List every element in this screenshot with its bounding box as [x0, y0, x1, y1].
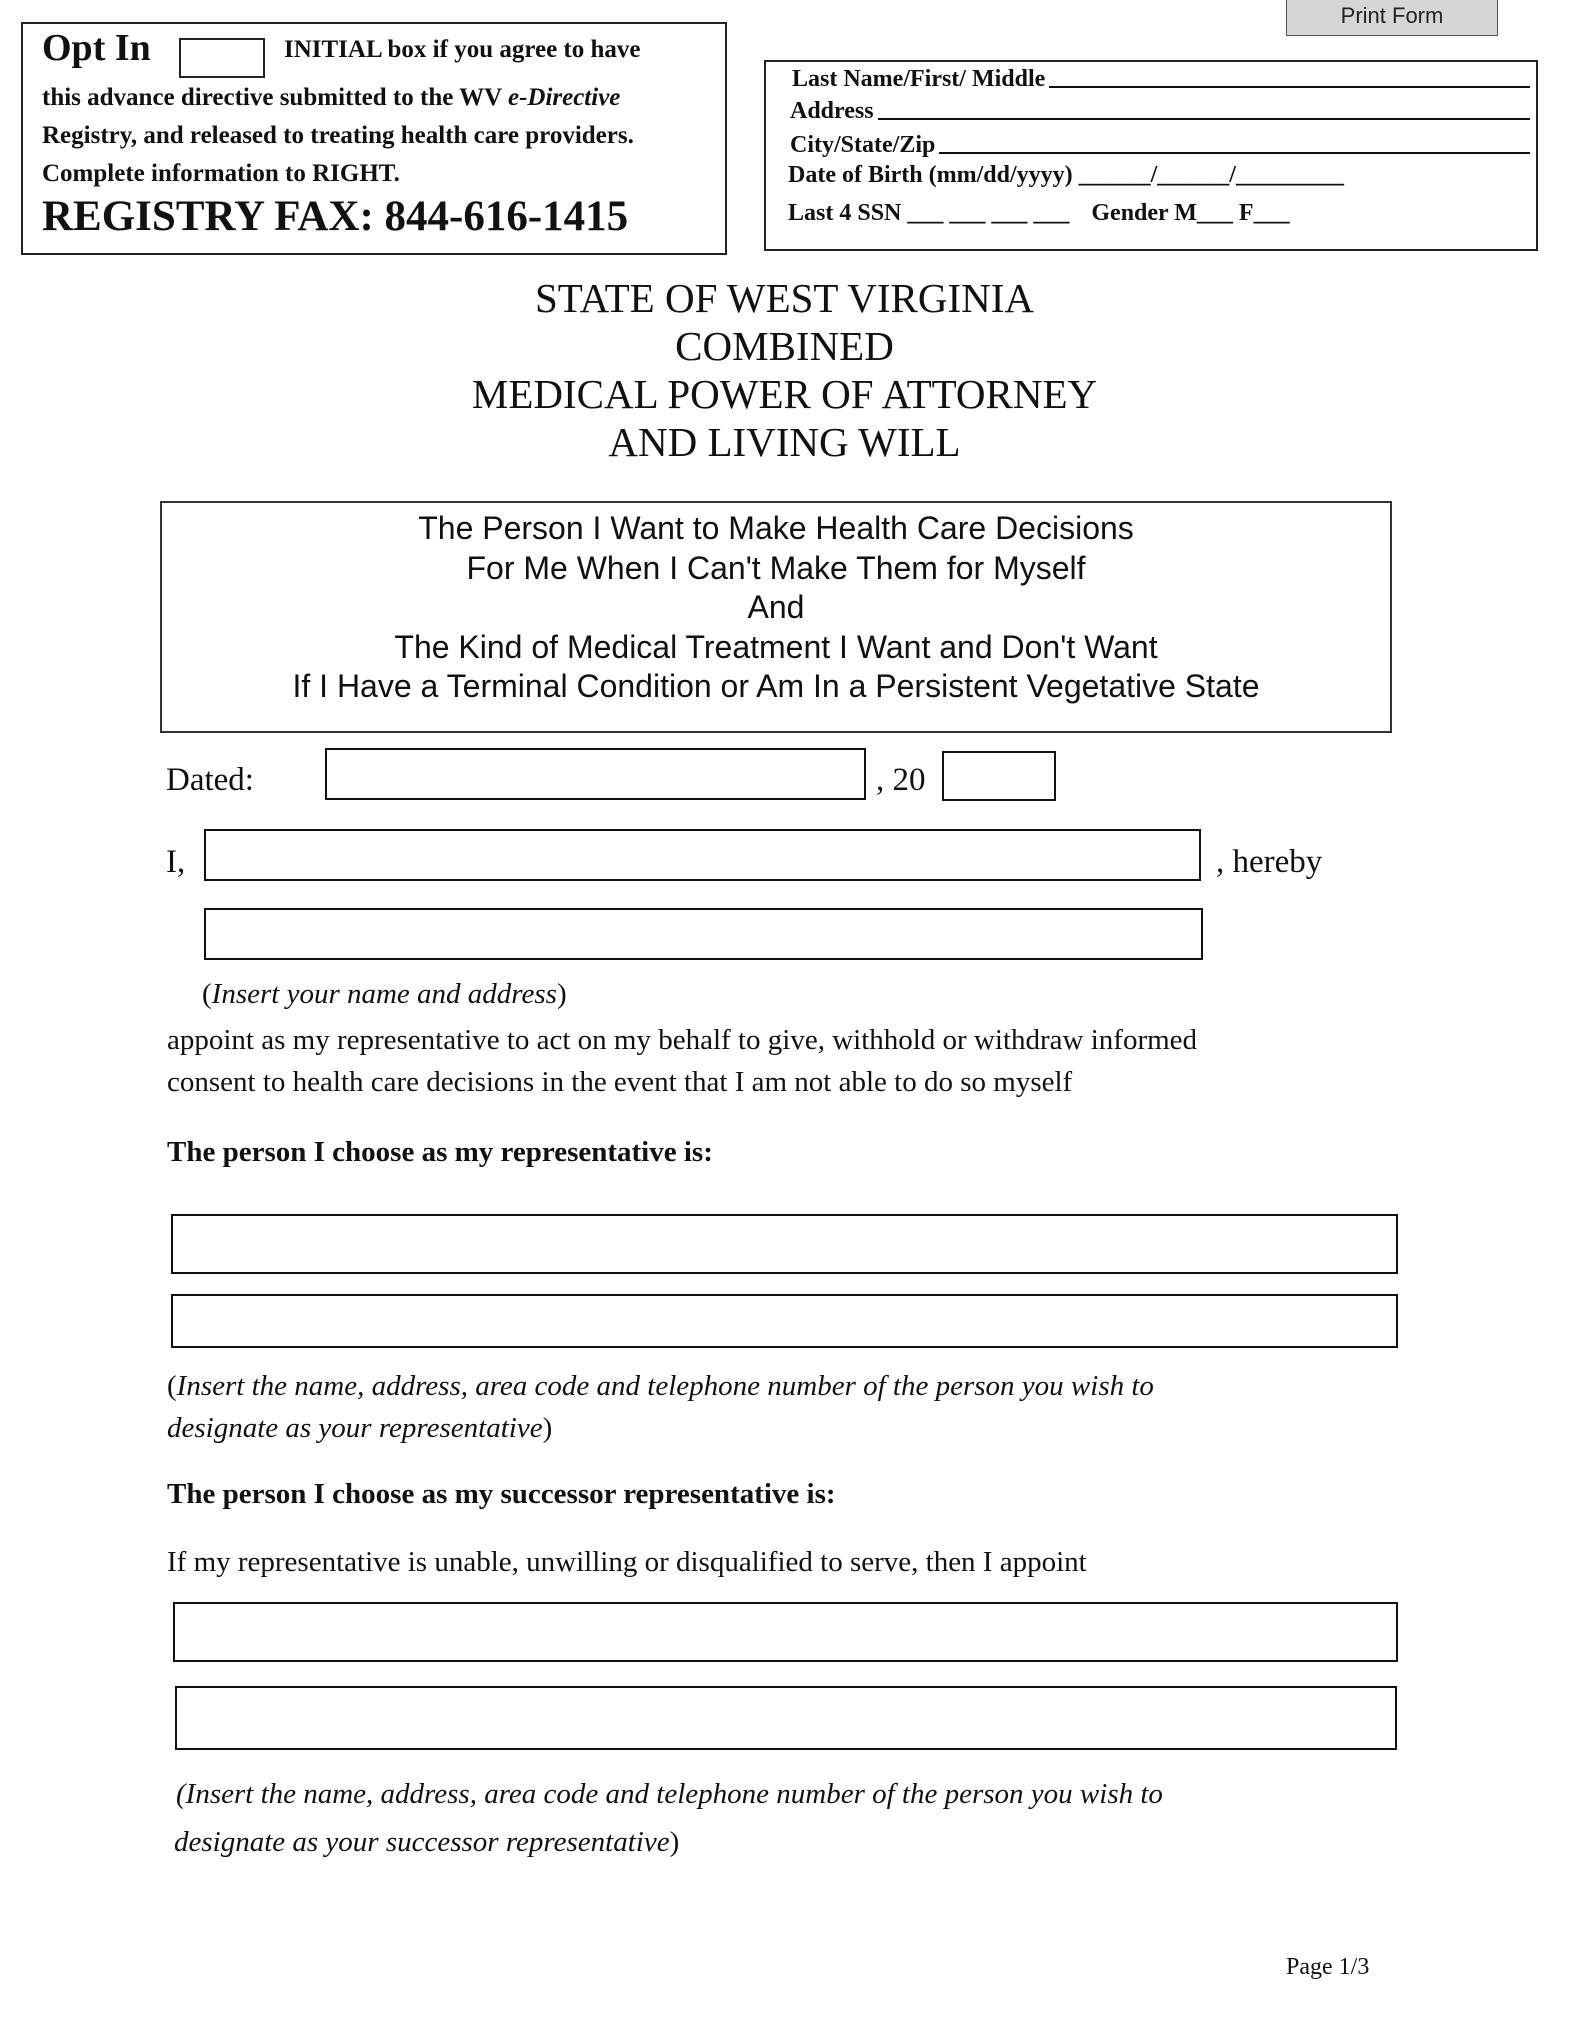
description-line: If I Have a Terminal Condition or Am In a Persistent Vegetative State [292, 668, 1260, 704]
title-line-3: MEDICAL POWER OF ATTORNEY [471, 371, 1098, 417]
opt-in-line-2-text: this advance directive submitted to the WV [42, 84, 508, 111]
title-line-1: STATE OF WEST VIRGINIA [535, 275, 1034, 321]
city-line[interactable] [939, 152, 1530, 154]
dob-label[interactable]: Date of Birth (mm/dd/yyyy) ______/______/_________ [788, 162, 1344, 188]
representative-hint-1: (Insert the name, address, area code and telephone number of the person you wish to [167, 1370, 1154, 1402]
representative-name-input[interactable] [171, 1214, 1398, 1274]
representative-hint-2-text: designate as your representative [167, 1412, 543, 1444]
description-line: For Me When I Can't Make Them for Myself [466, 549, 1086, 586]
page-number: Page 1/3 [1286, 1954, 1370, 1980]
representative-hint-1-text: Insert the name, address, area code and telephone number of the person you wish to [176, 1370, 1154, 1402]
appoint-line-1: appoint as my representative to act on my behalf to give, withhold or withdraw informed [167, 1024, 1198, 1056]
declarant-hint [202, 978, 567, 1011]
e-directive-text: e-Directive [507, 84, 621, 111]
successor-hint-2-text: designate as your successor representative [174, 1826, 670, 1858]
successor-intro: If my representative is unable, unwilling or disqualified to serve, then I appoint [167, 1546, 1087, 1578]
description-box [160, 501, 1392, 733]
description-line: And [747, 589, 805, 625]
title-line-4: AND LIVING WILL [608, 419, 961, 465]
description-line: The Person I Want to Make Health Care Decisions [418, 510, 1134, 546]
appoint-line-2: consent to health care decisions in the event that I am not able to do so myself [167, 1066, 1073, 1098]
year-input[interactable] [942, 751, 1056, 801]
opt-in-line-3: Registry, and released to treating health care providers. [42, 122, 634, 149]
successor-hint-1: (Insert the name, address, area code and telephone number of the person you wish to [176, 1778, 1163, 1810]
opt-in-title: Opt In [42, 27, 151, 69]
city-label: City/State/Zip [790, 132, 936, 158]
successor-hint-2: designate as your successor representative) [174, 1826, 680, 1858]
name-label: Last Name/First/ Middle [792, 66, 1046, 92]
declarant-address-input[interactable] [204, 908, 1203, 960]
address-row [790, 98, 1530, 125]
dated-label: Dated: [166, 762, 254, 798]
address-label: Address [790, 98, 874, 124]
city-row [790, 132, 1530, 159]
ssn-row [788, 200, 1290, 227]
address-line[interactable] [878, 118, 1530, 120]
successor-address-input[interactable] [175, 1686, 1397, 1750]
opt-in-line-4: Complete information to RIGHT. [42, 160, 400, 187]
declarant-hint-text: Insert your name and address [211, 978, 557, 1010]
representative-heading: The person I choose as my representative is: [167, 1136, 713, 1168]
title-line-2: COMBINED [675, 323, 894, 369]
initial-input[interactable] [179, 38, 265, 78]
successor-name-input[interactable] [173, 1602, 1398, 1662]
ssn-label[interactable]: Last 4 SSN ___ ___ ___ ___ [788, 200, 1070, 226]
declarant-name-input[interactable] [204, 829, 1201, 881]
successor-heading: The person I choose as my successor representative is: [167, 1478, 836, 1510]
representative-address-input[interactable] [171, 1294, 1398, 1348]
hint-open-paren: ( [202, 978, 212, 1010]
print-form-button[interactable]: Print Form [1286, 0, 1498, 36]
name-row [792, 66, 1530, 93]
date-input[interactable] [325, 748, 866, 800]
hint-close-paren: ) [556, 978, 567, 1010]
opt-in-line-1: INITIAL box if you agree to have [284, 36, 641, 63]
gender-label[interactable]: Gender M___ F___ [1091, 200, 1290, 226]
registry-fax: REGISTRY FAX: 844-616-1415 [42, 193, 629, 240]
opt-in-line-2 [42, 84, 620, 112]
name-line[interactable] [1049, 86, 1530, 88]
year-prefix: , 20 [876, 762, 926, 798]
representative-hint-2: designate as your representative) [167, 1412, 553, 1444]
dob-row [788, 162, 1344, 189]
description-line: The Kind of Medical Treatment I Want and Don't Want [394, 628, 1158, 665]
declarant-prefix: I, [166, 844, 186, 880]
declarant-suffix: , hereby [1216, 844, 1323, 880]
